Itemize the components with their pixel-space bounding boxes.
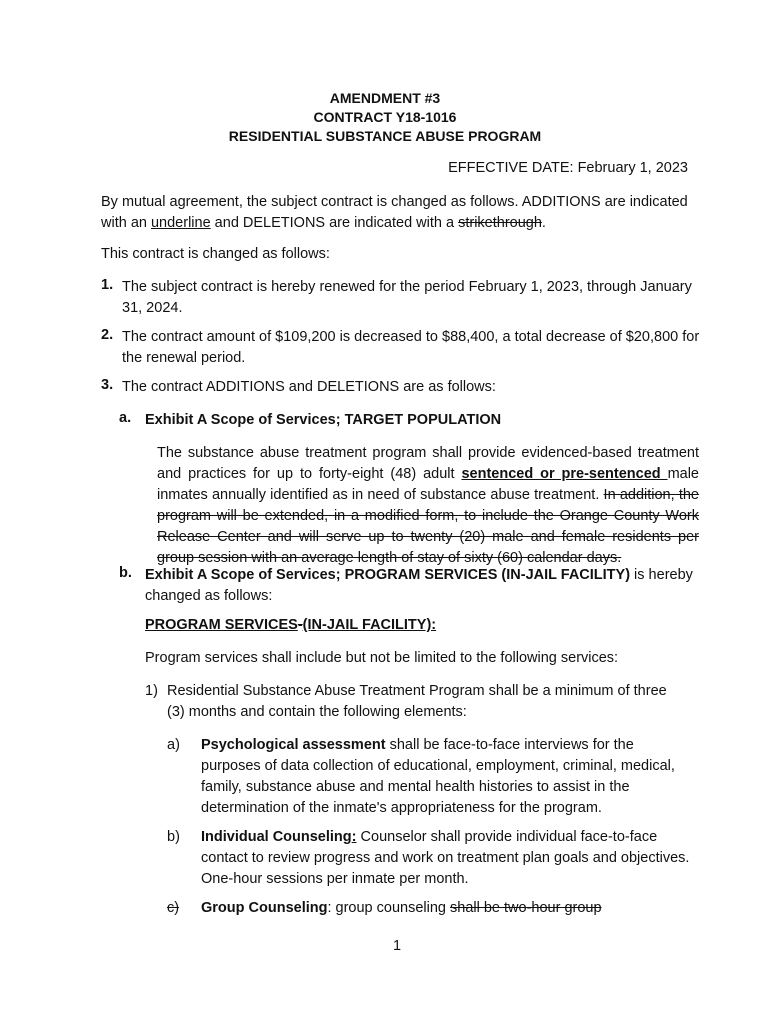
page-number: 1 xyxy=(393,938,402,954)
program-title: RESIDENTIAL SUBSTANCE ABUSE PROGRAM xyxy=(228,128,542,144)
underline-example: underline xyxy=(150,215,211,231)
group-counseling-deleted: shall be two-hour group xyxy=(450,900,602,916)
group-counseling-description: : group counseling xyxy=(327,900,450,916)
item-2-text: The contract amount of $109,200 is decreased to $88,400, a total decrease of $20,800 for the renewal period. xyxy=(122,329,700,366)
individual-counseling-term: Individual Counseling xyxy=(201,829,352,845)
item-2-number: 2. xyxy=(101,327,114,343)
subheading-part-a: PROGRAM SERVICES xyxy=(145,617,298,633)
effective-date: EFFECTIVE DATE: February 1, 2023 xyxy=(448,160,688,176)
amendment-title: AMENDMENT #3 xyxy=(329,90,441,106)
intro-text-a: By mutual agreement, the subject contract is changed as follows. ADDITIONS are indicated with an xyxy=(101,194,688,231)
intro-paragraph xyxy=(101,192,701,234)
subheading-deleted-hyphen: - xyxy=(297,617,303,633)
target-population-paragraph xyxy=(157,443,699,569)
service-1-text: Residential Substance Abuse Treatment Program shall be a minimum of three (3) months and contain the following elements: xyxy=(167,683,667,720)
changes-intro: This contract is changed as follows: xyxy=(101,246,330,262)
program-services-intro: Program services shall include but not be limited to the following services: xyxy=(145,650,619,666)
item-3-number: 3. xyxy=(101,377,114,393)
contract-number: CONTRACT Y18-1016 xyxy=(313,109,457,125)
section-a-label: a. xyxy=(119,410,132,426)
section-b-label: b. xyxy=(119,565,132,581)
program-services-subheading xyxy=(145,615,436,636)
element-a-label: a) xyxy=(167,737,180,753)
section-a-heading: Exhibit A Scope of Services; TARGET POPULATION xyxy=(145,412,502,428)
strikethrough-example: strikethrough xyxy=(458,215,542,231)
item-3-text: The contract ADDITIONS and DELETIONS are as follows: xyxy=(122,379,496,395)
subheading-part-b: (IN-JAIL FACILITY): xyxy=(302,617,437,633)
added-text: sentenced or pre-sentenced xyxy=(461,466,668,482)
intro-text-c: . xyxy=(541,215,546,231)
section-b-heading-rest: is hereby changed as follows: xyxy=(145,567,693,604)
section-b-heading xyxy=(145,565,700,607)
element-c-label: c) xyxy=(167,900,180,916)
target-text-a: The substance abuse treatment program shall provide evidenced-based treatment and practices for up to forty-eight (48) adult xyxy=(157,445,699,482)
intro-text-b: and DELETIONS are indicated with a xyxy=(210,215,459,231)
service-1-number: 1) xyxy=(145,683,158,699)
psychological-assessment-description: shall be face-to-face interviews for the purposes of data collection of educational, employment, criminal, medical, family, substance abuse and mental health histories to assist in the determination of the inmate's appropriateness for the program. xyxy=(201,737,675,816)
target-text-b: male inmates annually identified as in need of substance abuse treatment. xyxy=(157,466,699,503)
section-b-heading-bold: Exhibit A Scope of Services; PROGRAM SERVICES (IN-JAIL FACILITY) xyxy=(145,567,631,583)
element-a-text xyxy=(201,735,681,819)
group-counseling-term: Group Counseling xyxy=(201,900,328,916)
element-b-label: b) xyxy=(167,829,180,845)
element-b-text xyxy=(201,827,691,890)
individual-counseling-description: Counselor shall provide individual face-to-face contact to review progress and work on treatment plan goals and objectives. One-hour sessions per inmate per month. xyxy=(201,829,690,887)
item-1-number: 1. xyxy=(101,277,114,293)
psychological-assessment-term: Psychological assessment xyxy=(201,737,386,753)
item-1-text: The subject contract is hereby renewed for the period February 1, 2023, through January 31, 2024. xyxy=(122,279,692,316)
element-c-text xyxy=(201,898,602,919)
deleted-text: In addition, the program will be extended, in a modified form, to include the Orange County Work Release Center and will serve up to twenty (20) male and female residents per group session with an average length of stay of sixty (60) calendar days. xyxy=(157,487,699,566)
individual-counseling-colon: : xyxy=(351,829,357,845)
